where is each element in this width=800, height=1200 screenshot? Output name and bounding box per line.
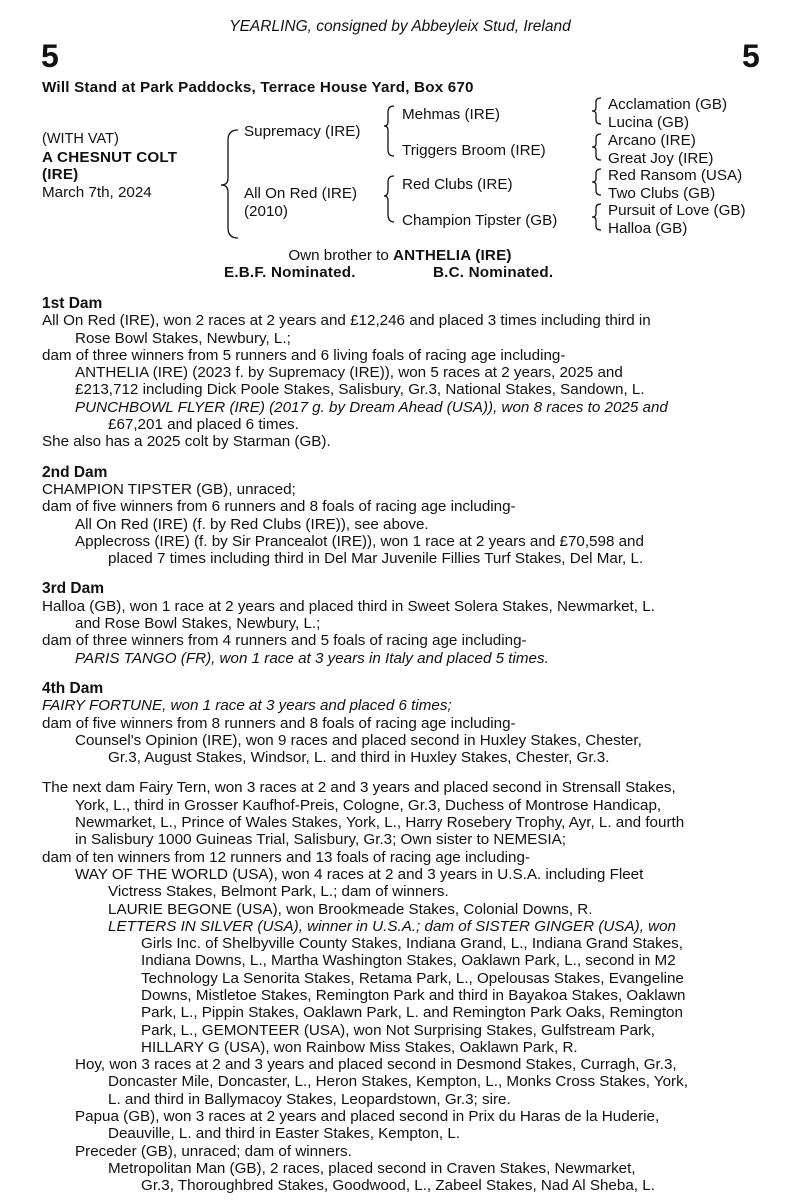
horse-name-country: (IRE) — [42, 166, 79, 183]
next-dam-line: Park, L., GEMONTEER (USA), won Not Surprising Stakes, Gulfstream Park, — [141, 1021, 655, 1039]
next-dam-line: Doncaster Mile, Doncaster, L., Heron Stakes, Kempton, L., Monks Cross Stakes, York, — [108, 1073, 688, 1091]
next-dam-line: York, L., third in Grosser Kaufhof-Preis, Cologne, Gr.3, Duchess of Montrose Handicap, — [75, 796, 662, 814]
third-dam-line: PARIS TANGO (FR), won 1 race at 3 years in Italy and placed 5 times. — [75, 649, 549, 667]
next-dam-line: Victress Stakes, Belmont Park, L.; dam of winners. — [108, 883, 449, 901]
next-dam-line: HILLARY G (USA), won Rainbow Miss Stakes, Oaklawn Park, R. — [141, 1038, 578, 1056]
dam-dam: Champion Tipster (GB) — [402, 212, 558, 229]
next-dam-line: The next dam Fairy Tern, won 3 races at 2 and 3 years and placed second in Strensall Stakes, — [42, 779, 676, 797]
bc-nominated: B.C. Nominated. — [433, 264, 554, 281]
next-dam-line: Downs, Mistletoe Stakes, Remington Park and third in Bayakoa Stakes, Oaklawn — [141, 986, 686, 1004]
dam-sire: Red Clubs (IRE) — [402, 176, 513, 193]
next-dam-line: Deauville, L. and third in Easter Stakes, Kempton, L. — [108, 1125, 461, 1143]
next-dam-line: L. and third in Ballymacoy Stakes, Leopardstown, Gr.3; sire. — [108, 1090, 511, 1108]
next-dam-line: Preceder (GB), unraced; dam of winners. — [75, 1142, 352, 1160]
second-dam-line: placed 7 times including third in Del Mar Juvenile Fillies Turf Stakes, Del Mar, L. — [108, 550, 644, 568]
next-dam-line: LETTERS IN SILVER (USA), winner in U.S.A.; dam of SISTER GINGER (USA), won — [108, 917, 676, 935]
dam-foaling-year: (2010) — [244, 203, 288, 220]
third-dam-heading: 3rd Dam — [42, 580, 105, 598]
fourth-dam-line: Counsel's Opinion (IRE), won 9 races and placed second in Huxley Stakes, Chester, — [75, 731, 642, 749]
next-dam-line: Newmarket, L., Prince of Wales Stakes, York, L., Harry Rosebery Trophy, Ayr, L. and fourth — [75, 814, 685, 832]
first-dam-line: dam of three winners from 5 runners and 6 living foals of racing age including- — [42, 346, 566, 364]
ggp-5: Red Ransom (USA) — [608, 167, 743, 184]
next-dam-line: Papua (GB), won 3 races at 2 years and placed second in Prix du Haras de la Huderie, — [75, 1108, 660, 1126]
first-dam-line: All On Red (IRE), won 2 races at 2 years and £12,246 and placed 3 times including third in — [42, 312, 651, 330]
lot-number-left: 5 — [41, 38, 59, 74]
fourth-dam-line: dam of five winners from 8 runners and 8 foals of racing age including- — [42, 714, 516, 732]
next-dam-line: Technology La Senorita Stakes, Retama Park, L., Opelousas Stakes, Evangeline — [141, 969, 684, 987]
third-dam-line: and Rose Bowl Stakes, Newbury, L.; — [75, 615, 321, 633]
next-dam-line: WAY OF THE WORLD (USA), won 4 races at 2 and 3 years in U.S.A. including Fleet — [75, 865, 644, 883]
fourth-dam-line: Gr.3, August Stakes, Windsor, L. and third in Huxley Stakes, Chester, Gr.3. — [108, 749, 610, 767]
own-brother-prefix: Own brother to — [288, 247, 393, 264]
sire-dam: Triggers Broom (IRE) — [402, 142, 546, 159]
lot-number-right: 5 — [742, 38, 760, 74]
first-dam-line: £67,201 and placed 6 times. — [108, 416, 299, 434]
first-dam-line: Rose Bowl Stakes, Newbury, L.; — [75, 329, 291, 347]
second-dam-line: dam of five winners from 6 runners and 8 foals of racing age including- — [42, 498, 516, 516]
next-dam-line: Girls Inc. of Shelbyville County Stakes, Indiana Grand, L., Indiana Grand Stakes, — [141, 935, 683, 953]
third-dam-line: dam of three winners from 4 runners and 5 foals of racing age including- — [42, 632, 527, 650]
second-dam-line: All On Red (IRE) (f. by Red Clubs (IRE)), see above. — [75, 515, 429, 533]
fourth-dam-line: FAIRY FORTUNE, won 1 race at 3 years and placed 6 times; — [42, 697, 452, 715]
ggp-1: Acclamation (GB) — [608, 96, 728, 113]
ggp-6: Two Clubs (GB) — [608, 185, 716, 202]
dam-name: All On Red (IRE) — [244, 185, 358, 202]
next-dam-line: Indiana Downs, L., Martha Washington Stakes, Oaklawn Park, L., second in M2 — [141, 952, 676, 970]
vat-note: (WITH VAT) — [42, 131, 119, 147]
ggp-4: Great Joy (IRE) — [608, 150, 714, 167]
second-dam-heading: 2nd Dam — [42, 463, 108, 481]
catalogue-body — [42, 281, 772, 1195]
horse-name: A CHESNUT COLT — [42, 149, 178, 166]
foaling-date: March 7th, 2024 — [42, 184, 152, 201]
ggp-8: Halloa (GB) — [608, 220, 688, 237]
own-brother-name: ANTHELIA (IRE) — [393, 247, 512, 264]
ggp-3: Arcano (IRE) — [608, 132, 696, 149]
first-dam-line: £213,712 including Dick Poole Stakes, Salisbury, Gr.3, National Stakes, Sandown, L. — [75, 381, 645, 399]
next-dam-line: dam of ten winners from 12 runners and 13 foals of racing age including- — [42, 848, 530, 866]
second-dam-line: CHAMPION TIPSTER (GB), unraced; — [42, 480, 296, 498]
next-dam-line: Gr.3, Thoroughbred Stakes, Goodwood, L., Zabeel Stakes, Nad Al Sheba, L. — [141, 1177, 655, 1195]
third-dam-line: Halloa (GB), won 1 race at 2 years and placed third in Sweet Solera Stakes, Newmarket, L. — [42, 597, 655, 615]
stand-location: Will Stand at Park Paddocks, Terrace House Yard, Box 670 — [42, 79, 474, 96]
ebf-nominated: E.B.F. Nominated. — [224, 264, 356, 281]
ggp-2: Lucina (GB) — [608, 114, 690, 131]
next-dam-line: LAURIE BEGONE (USA), won Brookmeade Stakes, Colonial Downs, R. — [108, 900, 593, 918]
first-dam-line: ANTHELIA (IRE) (2023 f. by Supremacy (IRE)), won 5 races at 2 years, 2025 and — [75, 364, 623, 382]
sire-name: Supremacy (IRE) — [244, 123, 361, 140]
next-dam-line: Park, L., Pippin Stakes, Oaklawn Park, L. and Remington Park Oaks, Remington — [141, 1004, 683, 1022]
next-dam-line: Metropolitan Man (GB), 2 races, placed second in Craven Stakes, Newmarket, — [108, 1159, 636, 1177]
sire-sire: Mehmas (IRE) — [402, 106, 500, 123]
next-dam-line: in Salisbury 1000 Guineas Trial, Salisbury, Gr.3; Own sister to NEMESIA; — [75, 831, 566, 849]
second-dam-line: Applecross (IRE) (f. by Sir Prancealot (IRE)), won 1 race at 2 years and £70,598 and — [75, 532, 644, 550]
first-dam-line: She also has a 2025 colt by Starman (GB). — [42, 433, 331, 451]
first-dam-heading: 1st Dam — [42, 295, 103, 312]
first-dam-line: PUNCHBOWL FLYER (IRE) (2017 g. by Dream Ahead (USA)), won 8 races to 2025 and — [75, 398, 668, 416]
consignment-line: YEARLING, consigned by Abbeyleix Stud, Ireland — [229, 18, 571, 35]
next-dam-line: Hoy, won 3 races at 2 and 3 years and placed second in Desmond Stakes, Curragh, Gr.3, — [75, 1056, 677, 1074]
own-brother-note — [0, 247, 800, 264]
ggp-7: Pursuit of Love (GB) — [608, 202, 746, 219]
fourth-dam-heading: 4th Dam — [42, 679, 104, 697]
